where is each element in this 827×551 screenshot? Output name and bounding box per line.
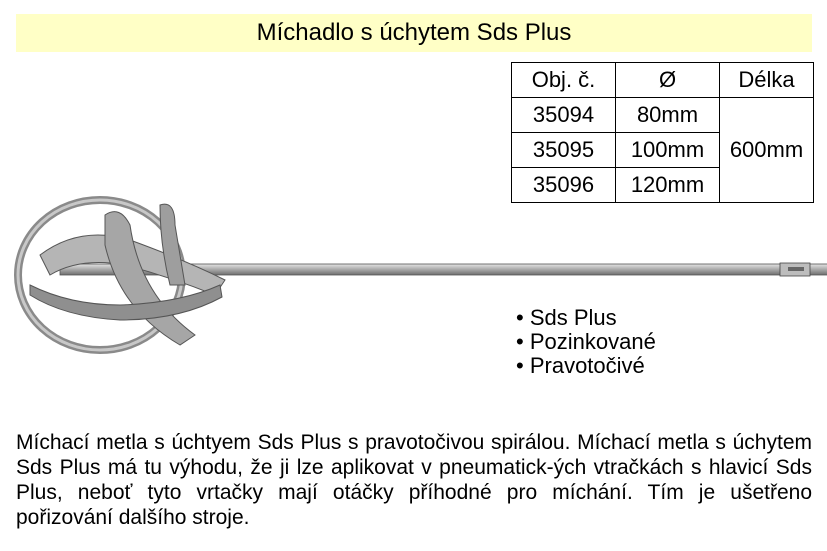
cell-length: 600mm [720, 98, 814, 203]
header-length: Délka [720, 63, 814, 98]
cell-diameter: 120mm [616, 168, 720, 203]
header-code: Obj. č. [512, 63, 616, 98]
header-diameter: Ø [616, 63, 720, 98]
spec-table [511, 62, 814, 203]
product-description: Míchací metla s úchtyem Sds Plus s pravotočivou spirálou. Míchací metla s úchytem Sds Plus má tu výhodu, že ji lze aplikovat v pneumatick-ých vtračkách s hlavicí Sds Plus, neboť tyto vrtačky mají otáčky příhodné pro míchání. Tím je ušetřeno pořizování dalšího stroje. [16, 431, 812, 529]
table-row [512, 98, 814, 133]
cell-code: 35094 [512, 98, 616, 133]
cell-diameter: 100mm [616, 133, 720, 168]
mixer-paddle-icon [10, 185, 827, 375]
list-item: • Pravotočivé [516, 354, 656, 378]
list-item: • Sds Plus [516, 306, 656, 330]
title-bar [16, 14, 812, 52]
cell-code: 35095 [512, 133, 616, 168]
cell-diameter: 80mm [616, 98, 720, 133]
page-title: Míchadlo s úchytem Sds Plus [256, 19, 572, 46]
cell-code: 35096 [512, 168, 616, 203]
table-header-row [512, 63, 814, 98]
list-item: • Pozinkované [516, 330, 656, 354]
feature-list [516, 306, 656, 378]
